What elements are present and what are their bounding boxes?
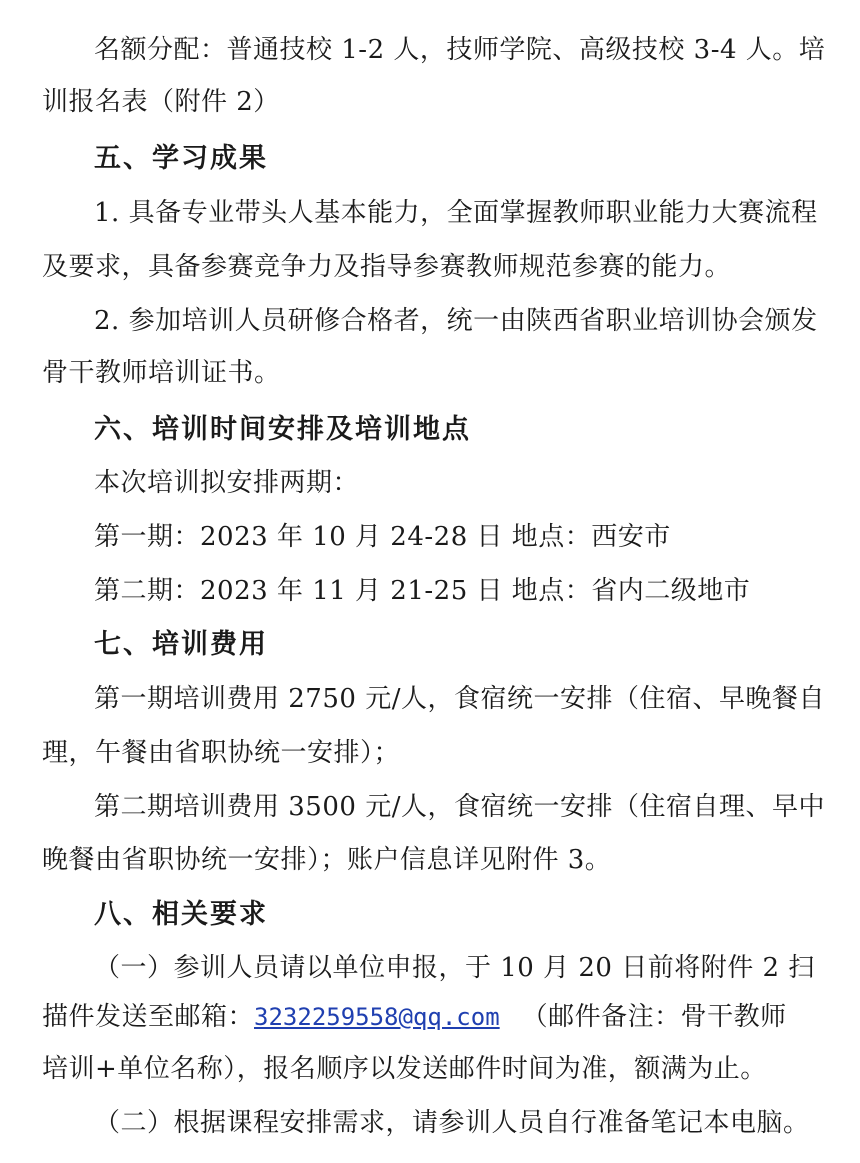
paragraph-outcome-2-line-2: 骨干教师培训证书。 [42,358,281,388]
paragraph-requirement-1-line-1: （一）参训人员请以单位申报，于 10 月 20 日前将附件 2 扫 [94,953,815,983]
email-note: （邮件备注：骨干教师 [521,1002,787,1032]
section-heading-7: 七、培训费用 [94,629,268,660]
paragraph-outcome-2-line-1: 2. 参加培训人员研修合格者，统一由陕西省职业培训协会颁发 [94,306,818,336]
paragraph-fee-2-line-2: 晚餐由省职协统一安排）；账户信息详见附件 3。 [42,845,612,875]
paragraph-requirement-1-line-3: 培训+单位名称），报名顺序以发送邮件时间为准，额满为止。 [42,1054,767,1084]
email-link[interactable]: 3232259558@qq.com [254,1003,500,1031]
paragraph-outcome-1-line-1: 1. 具备专业带头人基本能力，全面掌握教师职业能力大赛流程 [94,198,818,228]
paragraph-schedule-intro: 本次培训拟安排两期： [94,468,360,498]
paragraph-quota-line-2: 训报名表（附件 2） [42,87,280,117]
section-heading-6: 六、培训时间安排及培训地点 [94,414,471,445]
paragraph-session-2: 第二期：2023 年 11 月 21-25 日 地点：省内二级地市 [94,576,751,606]
paragraph-requirement-1-line-2 [42,1000,787,1034]
email-label: 描件发送至邮箱： [42,1002,255,1032]
section-heading-8: 八、相关要求 [94,899,268,930]
paragraph-fee-1-line-2: 理，午餐由省职协统一安排）； [42,738,401,768]
paragraph-fee-1-line-1: 第一期培训费用 2750 元/人，食宿统一安排（住宿、早晚餐自 [94,684,825,714]
section-heading-5: 五、学习成果 [94,143,268,174]
paragraph-outcome-1-line-2: 及要求，具备参赛竞争力及指导参赛教师规范参赛的能力。 [42,252,732,282]
paragraph-quota-line-1: 名额分配：普通技校 1-2 人，技师学院、高级技校 3-4 人。培 [94,35,826,65]
paragraph-fee-2-line-1: 第二期培训费用 3500 元/人，食宿统一安排（住宿自理、早中 [94,792,825,822]
paragraph-session-1: 第一期：2023 年 10 月 24-28 日 地点：西安市 [94,522,671,552]
paragraph-requirement-2: （二）根据课程安排需求，请参训人员自行准备笔记本电脑。 [94,1108,810,1138]
